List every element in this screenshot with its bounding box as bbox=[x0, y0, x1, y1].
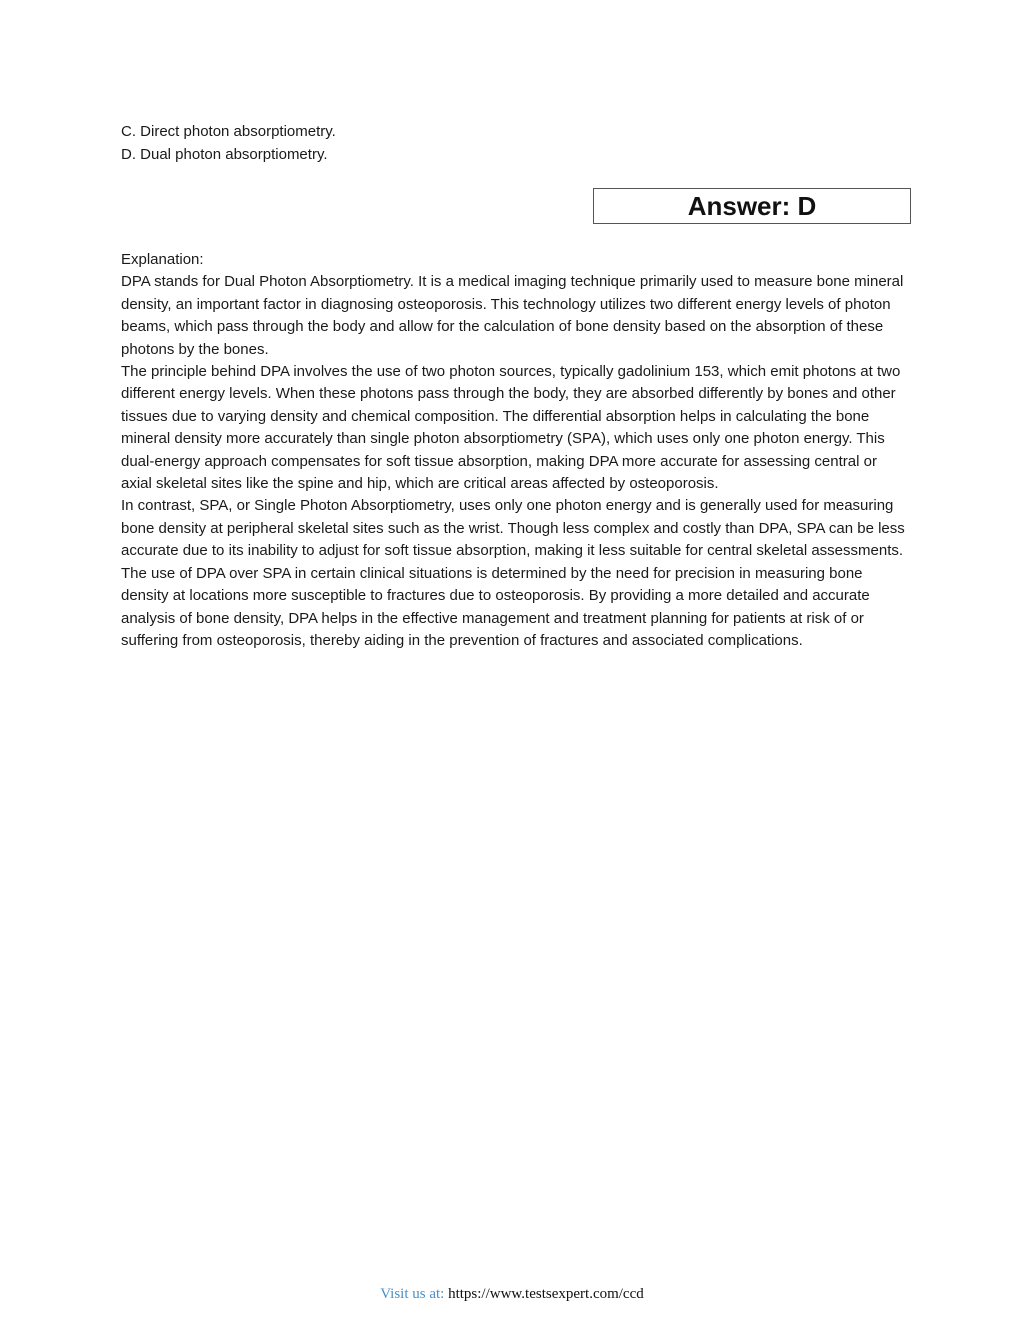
page-footer bbox=[0, 1284, 1024, 1304]
option-c: C. Direct photon absorptiometry. bbox=[121, 123, 336, 140]
option-d: D. Dual photon absorptiometry. bbox=[121, 145, 328, 163]
footer-label: Visit us at: bbox=[380, 1286, 449, 1302]
footer-link[interactable]: https://www.testsexpert.com/ccd bbox=[448, 1286, 644, 1302]
explanation-section bbox=[121, 249, 911, 652]
answer-options bbox=[121, 121, 901, 166]
explanation-paragraph: The principle behind DPA involves the use of two photon sources, typically gadolinium 153, which emit photons at two different energy levels. When these photons pass through the body, they are absorbed differently by bones and other tissues due to varying density and chemical composition. The differential absorption helps in calculating the bone mineral density more accurately than single photon absorptiometry (SPA), which uses only one photon energy. This dual-energy approach compensates for soft tissue absorption, making DPA more accurate for assessing central or axial skeletal sites like the spine and hip, which are critical areas affected by osteoporosis. bbox=[121, 363, 901, 493]
explanation-paragraph: In contrast, SPA, or Single Photon Absorptiometry, uses only one photon energy and is generally used for measuring bone density at peripheral skeletal sites such as the wrist. Though less complex and costly than DPA, SPA can be less accurate due to its inability to adjust for soft tissue absorption, making it less suitable for central skeletal assessments. bbox=[121, 497, 905, 560]
answer-box bbox=[593, 188, 911, 224]
explanation-paragraph: DPA stands for Dual Photon Absorptiometry. It is a medical imaging technique primarily used to measure bone mineral density, an important factor in diagnosing osteoporosis. This technology utilizes two different energy levels of photon beams, which pass through the body and allow for the calculation of bone density based on the absorption of these photons by the bones. bbox=[121, 273, 904, 358]
answer-label: Answer: D bbox=[687, 191, 817, 221]
explanation-heading: Explanation: bbox=[121, 251, 204, 268]
explanation-paragraph: The use of DPA over SPA in certain clinical situations is determined by the need for precision in measuring bone density at locations more susceptible to fractures due to osteoporosis. By providing a more detailed and accurate analysis of bone density, DPA helps in the effective management and treatment planning for patients at risk of or suffering from osteoporosis, thereby aiding in the prevention of fractures and associated complications. bbox=[121, 564, 870, 649]
